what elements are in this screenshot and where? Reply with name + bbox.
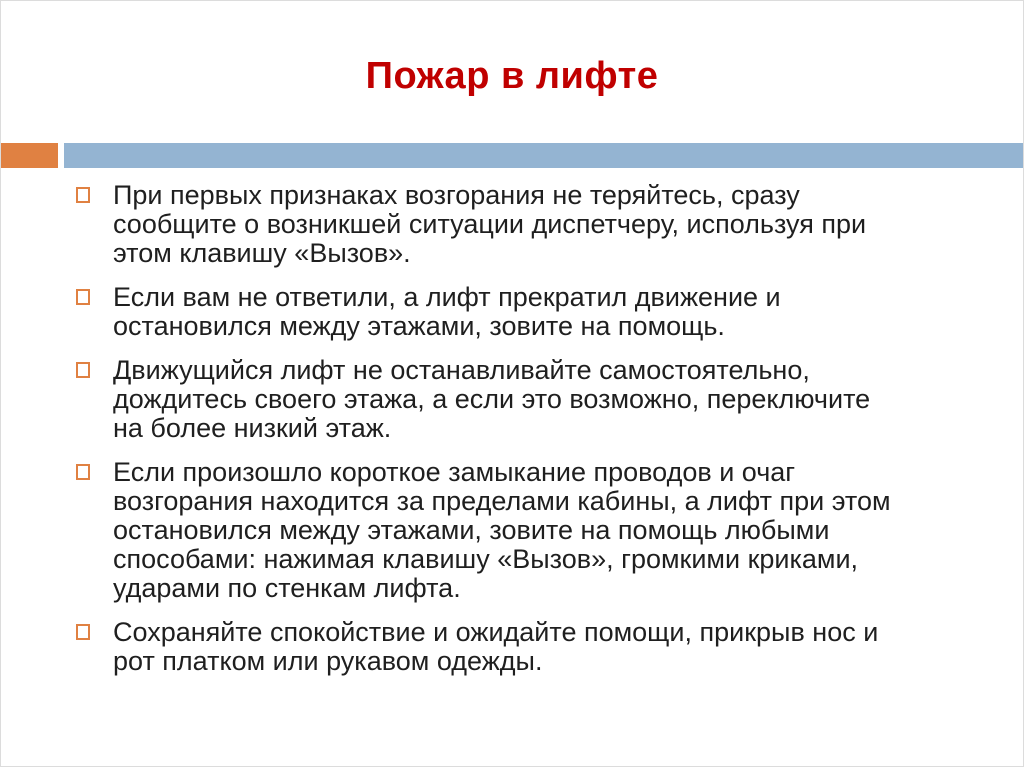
bullet-line: этом клавишу «Вызов».: [113, 238, 411, 268]
bullet-item: [76, 181, 993, 268]
bullet-square-icon: [76, 464, 90, 480]
accent-bar-orange: [1, 143, 58, 168]
bullet-text: [113, 618, 878, 676]
bullet-square-icon: [76, 187, 90, 203]
bullet-square-icon: [76, 624, 90, 640]
bullet-line: дождитесь своего этажа, а если это возможно, переключите: [113, 384, 871, 414]
bullet-line: способами: нажимая клавишу «Вызов», громкими криками,: [113, 544, 859, 574]
bullet-text: [113, 458, 891, 603]
bullet-line: остановился между этажами, зовите на помощь.: [113, 311, 725, 341]
bullet-line: При первых признаках возгорания не теряйтесь, сразу: [113, 180, 800, 210]
bullet-line: рот платком или рукавом одежды.: [113, 646, 543, 676]
accent-bar-blue: [64, 143, 1023, 168]
bullet-item: [76, 618, 993, 676]
bullet-text: [113, 181, 866, 268]
bullet-line: возгорания находится за пределами кабины, а лифт при этом: [113, 486, 891, 516]
bullet-item: [76, 283, 993, 341]
bullet-text: [113, 283, 781, 341]
bullet-square-icon: [76, 289, 90, 305]
bullet-line: Если вам не ответили, а лифт прекратил движение и: [113, 282, 781, 312]
bullet-item: [76, 458, 993, 603]
page-title: Пожар в лифте: [365, 55, 659, 97]
bullet-line: Если произошло короткое замыкание проводов и очаг: [113, 457, 796, 487]
bullet-line: сообщите о возникшей ситуации диспетчеру, используя при: [113, 209, 867, 239]
bullet-text: [113, 356, 870, 443]
accent-band: [1, 143, 1023, 168]
bullet-line: остановился между этажами, зовите на помощь любыми: [113, 515, 830, 545]
bullet-line: на более низкий этаж.: [113, 413, 392, 443]
bullet-list: [76, 181, 993, 691]
bullet-item: [76, 356, 993, 443]
bullet-line: Движущийся лифт не останавливайте самостоятельно,: [113, 355, 810, 385]
bullet-line: ударами по стенкам лифта.: [113, 573, 461, 603]
bullet-line: Сохраняйте спокойствие и ожидайте помощи, прикрыв нос и: [113, 617, 879, 647]
bullet-square-icon: [76, 362, 90, 378]
